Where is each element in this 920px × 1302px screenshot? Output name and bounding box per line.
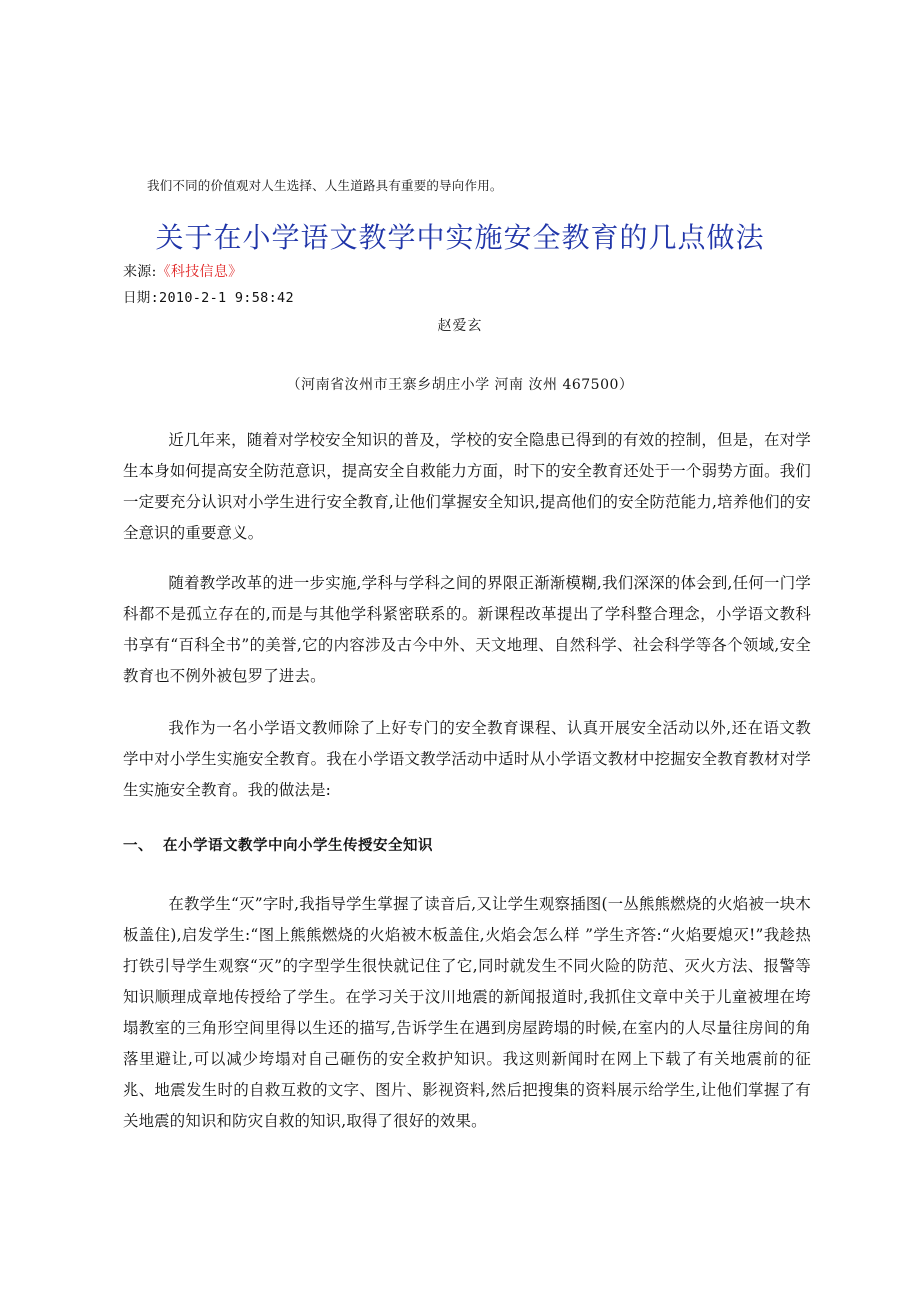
date-line xyxy=(123,286,294,306)
section-number: 一、 xyxy=(123,838,153,854)
date-label: 日期: xyxy=(123,290,160,306)
section-heading-text: 在小学语文教学中向小学生传授安全知识 xyxy=(163,838,433,854)
author-name: 赵爱玄 xyxy=(437,318,483,334)
source-label: 来源: xyxy=(123,264,157,280)
source-link[interactable]: 《科技信息》 xyxy=(156,264,243,280)
body-paragraph: 近几年来，随着对学校安全知识的普及，学校的安全隐患已得到的有效的控制，但是，在对学生本身如何提高安全防范意识，提高安全自救能力方面，时下的安全教育还处于一个弱势方面。我们一定要充分认识对小学生进行安全教育,让他们掌握安全知识,提高他们的安全防范能力,培养他们的安全意识的重要意义。 xyxy=(123,431,811,542)
section-heading xyxy=(123,834,433,855)
body-paragraph: 我作为一名小学语文教师除了上好专门的安全教育课程、认真开展安全活动以外,还在语文教学中对小学生实施安全教育。我在小学语文教学活动中适时从小学语文教材中挖掘安全教育教材对学生实施安全教育。我的做法是: xyxy=(123,719,811,799)
source-line xyxy=(123,261,242,281)
article-title: 关于在小学语文教学中实施安全教育的几点做法 xyxy=(155,221,765,254)
section-paragraph: 在教学生“灭”字时,我指导学生掌握了读音后,又让学生观察插图(一丛熊熊燃烧的火焰被一块木板盖住),启发学生:“图上熊熊燃烧的火焰被木板盖住,火焰会怎么样 ”学生齐答:“火焰要熄灭!”我趁热打铁引导学生观察“灭”的字型学生很快就记住了它,同时就发生不同火险的防范、灭火方法、报警等知识顺理成章地传授给了学生。在学习关于汶川地震的新闻报道时,我抓住文章中关于儿童被埋在垮塌教室的三角形空间里得以生还的描写,告诉学生在遇到房屋跨塌的时候,在室内的人尽量往房间的角落里避让,可以减少垮塌对自己砸伤的安全救护知识。我这则新闻时在网上下载了有关地震前的征兆、地震发生时的自救互救的文字、图片、影视资料,然后把搜集的资料展示给学生,让他们掌握了有关地震的知识和防灾自救的知识,取得了很好的效果。 xyxy=(123,895,811,1130)
header-quote: 我们不同的价值观对人生选择、人生道路具有重要的导向作用。 xyxy=(147,178,503,193)
author-affiliation: （河南省汝州市王寨乡胡庄小学 河南 汝州 467500） xyxy=(286,377,634,393)
date-value: 2010-2-1 9:58:42 xyxy=(159,290,294,306)
body-paragraph: 随着教学改革的进一步实施,学科与学科之间的界限正渐渐模糊,我们深深的体会到,任何一门学科都不是孤立存在的,而是与其他学科紧密联系的。新课程改革提出了学科整合理念，小学语文教科书享有“百科全书”的美誉,它的内容涉及古今中外、天文地理、自然科学、社会科学等各个领域,安全教育也不例外被包罗了进去。 xyxy=(123,574,811,685)
